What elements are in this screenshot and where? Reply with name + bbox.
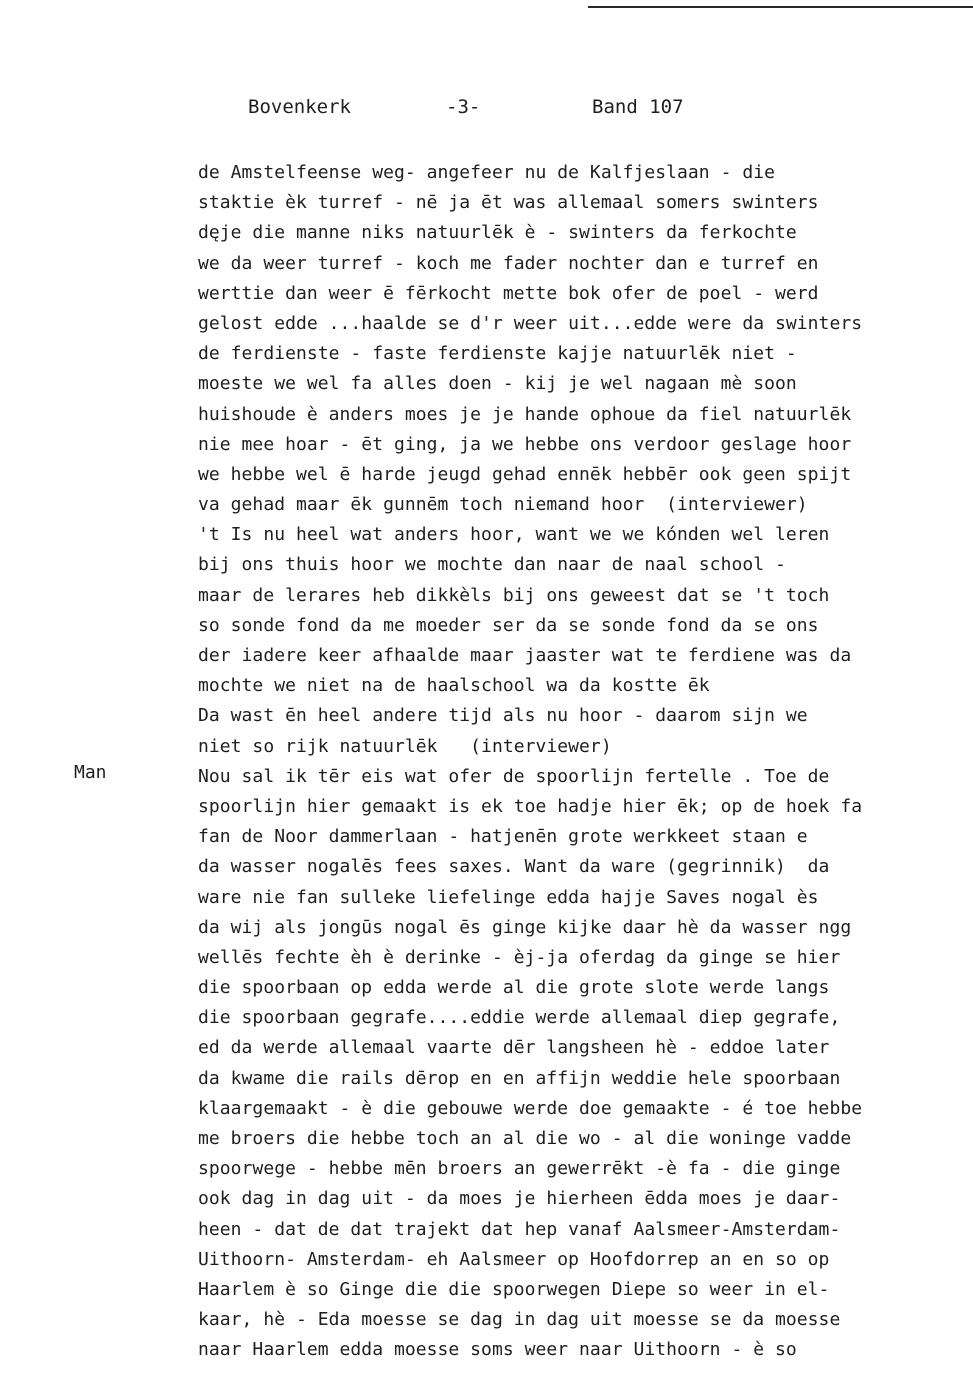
transcript-line: mochte we niet na de haalschool wa da kostte ēk (198, 675, 710, 697)
transcript-line: da kwame die rails dērop en en affijn weddie hele spoorbaan (198, 1067, 841, 1089)
transcript-line: ed da werde allemaal vaarte dēr langsheen hè - eddoe later (198, 1037, 830, 1059)
transcript-line: Haarlem è so Ginge die die spoorwegen Diepe so weer in el- (198, 1278, 830, 1300)
transcript-line: de ferdienste - faste ferdienste kajje natuurlēk niet - (198, 343, 797, 365)
transcript-line: kaar, hè - Eda moesse se dag in dag uit moesse se da moesse (198, 1309, 841, 1331)
header-tape-label: Band 107 (592, 96, 684, 118)
transcript-line: Da wast ēn heel andere tijd als nu hoor - daarom sijn we (198, 705, 808, 727)
transcript-line: der iadere keer afhaalde maar jaaster wat te ferdiene was da (198, 645, 852, 666)
transcript-line: da wij als jongūs nogal ēs ginge kijke daar hè da wasser ngg (198, 916, 852, 938)
speaker-label: Man (74, 762, 107, 783)
transcript-line: die spoorbaan gegrafe....eddie werde allemaal diep gegrafe, (198, 1007, 841, 1029)
transcript-line: gelost edde ...haalde se d'r weer uit...edde were da swinters (198, 312, 863, 334)
transcript-line: maar de lerares heb dikkèls bij ons geweest dat se 't toch (198, 584, 830, 606)
transcript-line: we hebbe wel ē harde jeugd gehad ennēk hebbēr ook geen spijt (198, 463, 852, 485)
top-rule (588, 6, 973, 8)
transcript-line: wellēs fechte èh è derinke - èj-ja oferdag da ginge se hier (198, 946, 841, 968)
page-header (0, 96, 973, 124)
transcript-line: naar Haarlem edda moesse soms weer naar Uithoorn - è so (198, 1339, 797, 1361)
transcript-line: we da weer turref - koch me fader nochter dan e turref en (198, 252, 819, 274)
transcript-line: niet so rijk natuurlēk (interviewer) (198, 735, 612, 757)
transcript-line: Uithoorn- Amsterdam- eh Aalsmeer op Hoofdorrep an en so op (198, 1248, 830, 1270)
header-location: Bovenkerk (248, 96, 351, 118)
transcript-line: klaargemaakt - è die gebouwe werde doe gemaakte - é toe hebbe (198, 1097, 863, 1119)
transcript-line: heen - dat de dat trajekt dat hep vanaf Aalsmeer-Amsterdam- (198, 1218, 841, 1240)
transcript-line: de Amstelfeense weg- angefeer nu de Kalfjeslaan - die (198, 162, 776, 183)
transcript-line: werttie dan weer ē fērkocht mette bok ofer de poel - werd (198, 282, 819, 304)
transcript-line: die spoorbaan op edda werde al die grote slote werde langs (198, 977, 830, 999)
transcript-line: ware nie fan sulleke liefelinge edda hajje Saves nogal ès (198, 886, 819, 908)
transcript-line: moeste we wel fa alles doen - kij je wel nagaan mè soon (198, 373, 797, 395)
transcript-line: nie mee hoar - ēt ging, ja we hebbe ons verdoor geslage hoor (198, 433, 852, 455)
transcript-line: so sonde fond da me moeder ser da se sonde fond da se ons (198, 614, 819, 636)
transcript-body (198, 158, 968, 1366)
transcript-line: fan de Noor dammerlaan - hatjenēn grote werkkeet staan e (198, 826, 808, 848)
transcript-line: 't Is nu heel wat anders hoor, want we we kónden wel leren (198, 524, 830, 546)
transcript-line: staktie èk turref - nē ja ēt was allemaal somers swinters (198, 192, 819, 214)
transcript-line: ook dag in dag uit - da moes je hierheen ēdda moes je daar- (198, 1188, 841, 1210)
transcript-line: bij ons thuis hoor we mochte dan naar de naal school - (198, 554, 786, 576)
transcript-line: dęje die manne niks natuurlēk è - swinters da ferkochte (198, 222, 797, 244)
transcript-line: Nou sal ik tēr eis wat ofer de spoorlijn fertelle . Toe de (198, 765, 830, 787)
transcript-line: da wasser nogalēs fees saxes. Want da ware (gegrinnik) da (198, 856, 830, 878)
transcript-line: va gehad maar ēk gunnēm toch niemand hoor (interviewer) (198, 494, 808, 516)
transcript-line: spoorwege - hebbe mēn broers an gewerrēkt -è fa - die ginge (198, 1158, 841, 1180)
transcript-line: me broers die hebbe toch an al die wo - al die woninge vadde (198, 1128, 852, 1149)
page-number: -3- (446, 96, 481, 118)
transcript-line: huishoude è anders moes je je hande ophoue da fiel natuurlēk (198, 403, 852, 425)
transcript-line: spoorlijn hier gemaakt is ek toe hadje hier ēk; op de hoek fa (198, 795, 863, 817)
